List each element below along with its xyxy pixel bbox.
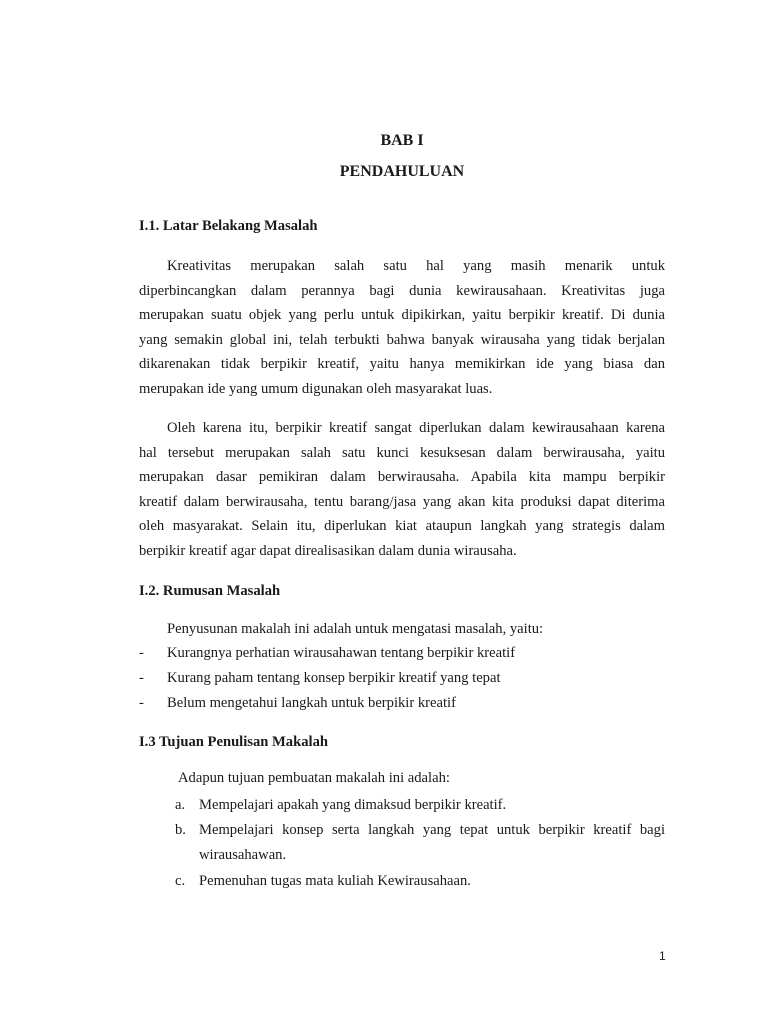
list-item-text: Kurang paham tentang konsep berpikir kreatif yang tepat — [167, 670, 501, 686]
list-marker: a. — [175, 797, 186, 813]
list-marker: - — [139, 695, 144, 711]
list-item-text: Pemenuhan tugas mata kuliah Kewirausahaan. — [199, 873, 471, 889]
list-item-text: Mempelajari apakah yang dimaksud berpikir kreatif. — [199, 797, 507, 813]
page-number: 1 — [659, 949, 666, 963]
list-item — [175, 793, 665, 818]
problem-intro: Penyusunan makalah ini adalah untuk mengatasi masalah, yaitu: — [167, 621, 544, 637]
paragraph-line: diperbincangkan dalam perannya bagi dunia kewirausahaan. Kreativitas juga — [139, 282, 665, 299]
list-item-text: Kurangnya perhatian wirausahawan tentang berpikir kreatif — [167, 645, 516, 661]
list-item — [139, 645, 515, 662]
paragraph-line: hal tersebut merupakan salah satu kunci kesuksesan dalam berwirausaha, yaitu — [139, 444, 665, 461]
paragraph-line: merupakan ide yang umum digunakan oleh masyarakat luas. — [139, 380, 493, 397]
paragraph-line: merupakan dasar pemikiran dalam berwirausaha. Apabila kita mampu berpikir — [139, 469, 665, 486]
section-heading-background: I.1. Latar Belakang Masalah — [139, 218, 318, 234]
list-marker: - — [139, 670, 144, 686]
section-heading-problem: I.2. Rumusan Masalah — [139, 583, 281, 599]
paragraph-line: merupakan suatu objek yang perlu untuk dipikirkan, yaitu berpikir kreatif. Di dunia — [139, 307, 665, 324]
paragraph-line: oleh masyarakat. Selain itu, diperlukan kiat ataupun langkah yang strategis dalam — [139, 518, 665, 535]
document-page — [139, 0, 665, 1024]
paragraph-line: berpikir kreatif agar dapat direalisasikan dalam dunia wirausaha. — [139, 542, 517, 559]
paragraph-line: dikarenakan tidak berpikir kreatif, yaitu hanya memikirkan ide yang biasa dan — [139, 356, 665, 373]
list-item — [175, 869, 665, 894]
list-item — [175, 818, 665, 867]
paragraph-line: Kreativitas merupakan salah satu hal yang masih menarik untuk — [167, 258, 665, 274]
list-item-text: Belum mengetahui langkah untuk berpikir kreatif — [167, 695, 456, 711]
list-item-text: Mempelajari konsep serta langkah yang tepat untuk berpikir kreatif bagi — [199, 822, 665, 838]
list-marker: c. — [175, 873, 186, 889]
list-item — [139, 670, 501, 687]
list-item-text: wirausahawan. — [199, 846, 287, 863]
chapter-number: BAB I — [380, 132, 424, 149]
chapter-title: PENDAHULUAN — [339, 163, 465, 180]
paragraph-line: kreatif dalam berwirausaha, tentu barang/jasa yang akan kita produksi dapat diterima — [139, 493, 665, 510]
list-item — [139, 695, 456, 712]
purpose-intro: Adapun tujuan pembuatan makalah ini adalah: — [178, 770, 450, 786]
list-marker: - — [139, 645, 144, 661]
list-marker: b. — [175, 822, 186, 838]
paragraph-line: Oleh karena itu, berpikir kreatif sangat diperlukan dalam kewirausahaan karena — [167, 420, 665, 436]
paragraph-background-2 — [139, 416, 665, 564]
paragraph-line: yang semakin global ini, telah terbukti bahwa banyak wirausaha yang tidak berjalan — [139, 331, 665, 348]
paragraph-background-1 — [139, 254, 665, 402]
section-heading-purpose: I.3 Tujuan Penulisan Makalah — [139, 734, 328, 750]
